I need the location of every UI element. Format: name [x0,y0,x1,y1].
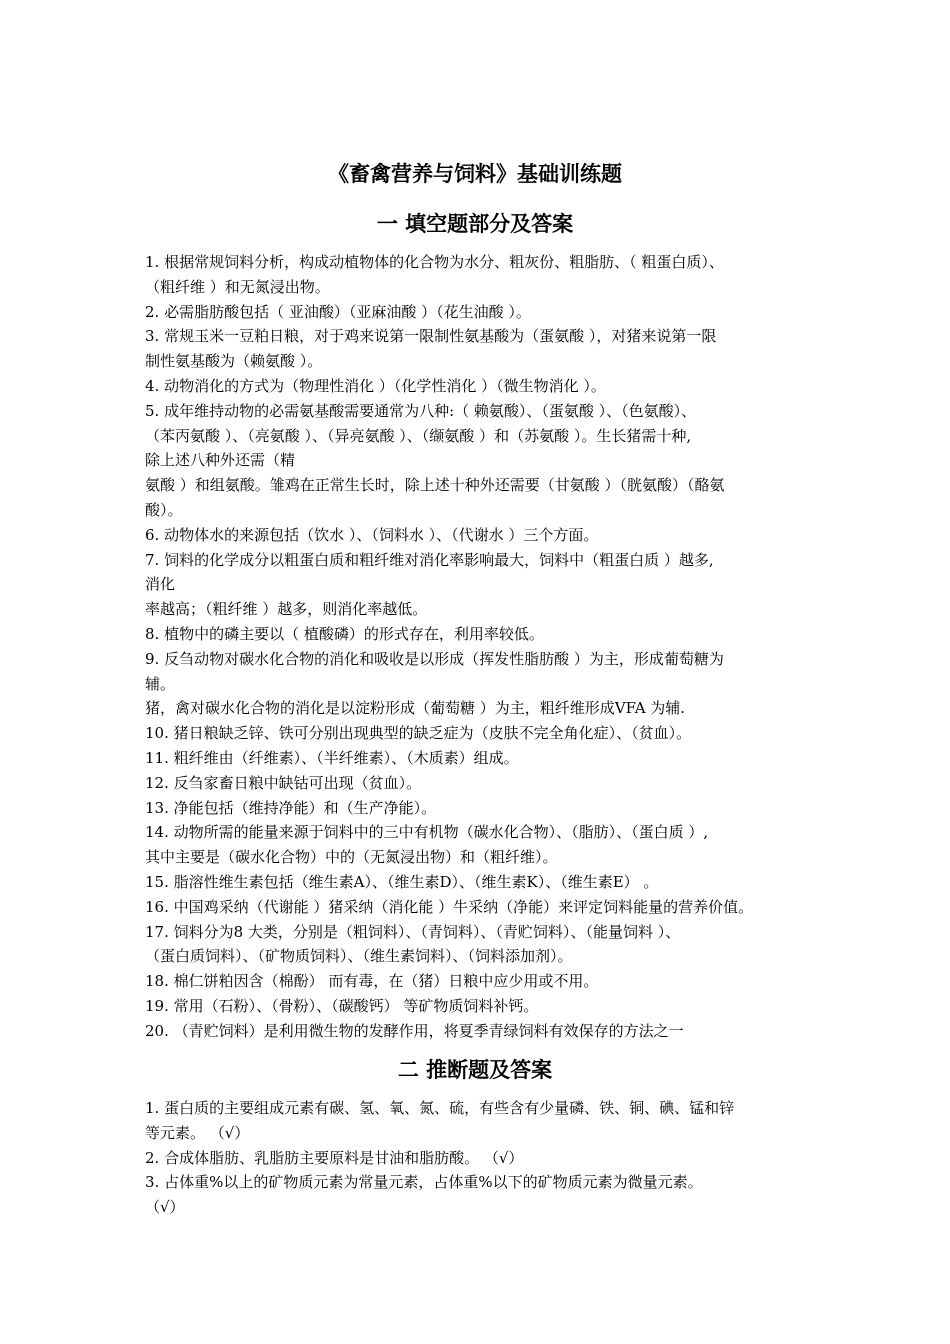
text-line: 17. 饲料分为8 大类，分别是（粗饲料）、（青饲料）、（青贮饲料）、（能量饲料 ）、 [145,922,681,941]
text-line: 率越高；（粗纤维 ）越多，则消化率越低。 [145,600,428,619]
text-line: 猪，禽对碳水化合物的消化是以淀粉形成（葡萄糖 ）为主，粗纤维形成VFA 为辅. [145,699,686,718]
text-line: 其中主要是（碳水化合物）中的（无氮浸出物）和（粗纤维）。 [145,848,558,867]
text-line: 14. 动物所需的能量来源于饲料中的三中有机物（碳水化合物）、（脂肪）、（蛋白质 ）, [145,823,709,842]
text-line: 13. 净能包括（维持净能）和（生产净能）。 [145,798,437,817]
text-line: 等元素。 （√） [145,1123,250,1142]
text-line: 15. 脂溶性维生素包括（维生素A）、（维生素D）、（维生素K）、（维生素E） 。 [145,872,659,891]
text-line: （粗纤维 ）和无氮浸出物。 [145,277,330,296]
true-false-questions [145,1096,825,1220]
text-line: 3. 占体重%以上的矿物质元素为常量元素，占体重%以下的矿物质元素为微量元素。 [145,1173,703,1192]
fill-in-blank-questions [145,250,825,1044]
text-line: 3. 常规玉米一豆粕日粮，对于鸡来说第一限制性氨基酸为（蛋氨酸 ），对猪来说第一限 [145,327,717,346]
text-line: 7. 饲料的化学成分以粗蛋白质和粗纤维对消化率影响最大，饲料中（粗蛋白质 ）越多, [145,550,714,569]
text-line: 2. 合成体脂肪、乳脂肪主要原料是甘油和脂肪酸。 （√） [145,1148,524,1167]
text-line: 6. 动物体水的来源包括（饮水 ）、（饲料水 ）、（代谢水 ）三个方面。 [145,525,599,544]
text-line: 制性氨基酸为（赖氨酸 ）。 [145,352,323,371]
text-line: 消化 [145,575,176,594]
text-line: 9. 反刍动物对碳水化合物的消化和吸收是以形成（挥发性脂肪酸 ）为主，形成葡萄糖为 [145,649,724,668]
text-line: 20. （青贮饲料）是利用微生物的发酵作用，将夏季青绿饲料有效保存的方法之一 [145,1021,684,1040]
text-line: 酸）。 [145,500,183,519]
text-line: 10. 猪日粮缺乏锌、铁可分别出现典型的缺乏症为（皮肤不完全角化症）、（贫血）。 [145,724,692,743]
text-line: 辅。 [145,674,176,693]
text-line: （蛋白质饲料）、（矿物质饲料）、（维生素饲料）、（饲料添加剂）。 [145,947,573,966]
text-line: 18. 棉仁饼粕因含（棉酚） 而有毒，在（猪）日粮中应少用或不用。 [145,972,599,991]
text-line: 5. 成年维持动物的必需氨基酸需要通常为八种:（ 赖氨酸）、（蛋氨酸 ）、（色氨酸）、 [145,401,697,420]
text-line: 除上述八种外还需（精 [145,451,296,470]
section-heading-fill-in-blank: 一 填空题部分及答案 [376,211,574,236]
text-line: 16. 中国鸡采纳（代谢能 ）猪采纳（消化能 ）牛采纳（净能）来评定饲料能量的营养价值。 [145,897,754,916]
document-title: 《畜禽营养与饲料》基础训练题 [328,161,622,186]
text-line: （√） [145,1198,185,1217]
text-line: 1. 蛋白质的主要组成元素有碳、氢、氧、氮、硫，有些含有少量磷、铁、铜、碘、锰和锌 [145,1099,735,1117]
text-line: （苯丙氨酸 ）、（亮氨酸 ）、（异亮氨酸 ）、（缬氨酸 ）和（苏氨酸 ）。生长猪需十种, [145,426,692,445]
text-line: 11. 粗纤维由（纤维素）、（半纤维素）、（木质素）组成。 [145,748,519,767]
text-line: 1. 根据常规饲料分析，构成动植物体的化合物为水分、粗灰份、粗脂肪、（ 粗蛋白质）、 [145,253,724,271]
text-line: 19. 常用（石粉）、（骨粉）、（碳酸钙） 等矿物质饲料补钙。 [145,996,539,1015]
section-heading-true-false: 二 推断题及答案 [397,1057,553,1082]
text-line: 12. 反刍家畜日粮中缺钴可出现（贫血）。 [145,773,422,792]
text-line: 8. 植物中的磷主要以（ 植酸磷）的形式存在，利用率较低。 [145,624,544,643]
text-line: 氨酸 ）和组氨酸。雏鸡在正常生长时，除上述十种外还需要（甘氨酸 ）（胱氨酸）（酪氨 [145,476,725,495]
text-line: 2. 必需脂肪酸包括（ 亚油酸）（亚麻油酸 ）（花生油酸 ）。 [145,302,531,321]
text-line: 4. 动物消化的方式为（物理性消化 ）（化学性消化 ）（微生物消化 ）。 [145,376,606,395]
